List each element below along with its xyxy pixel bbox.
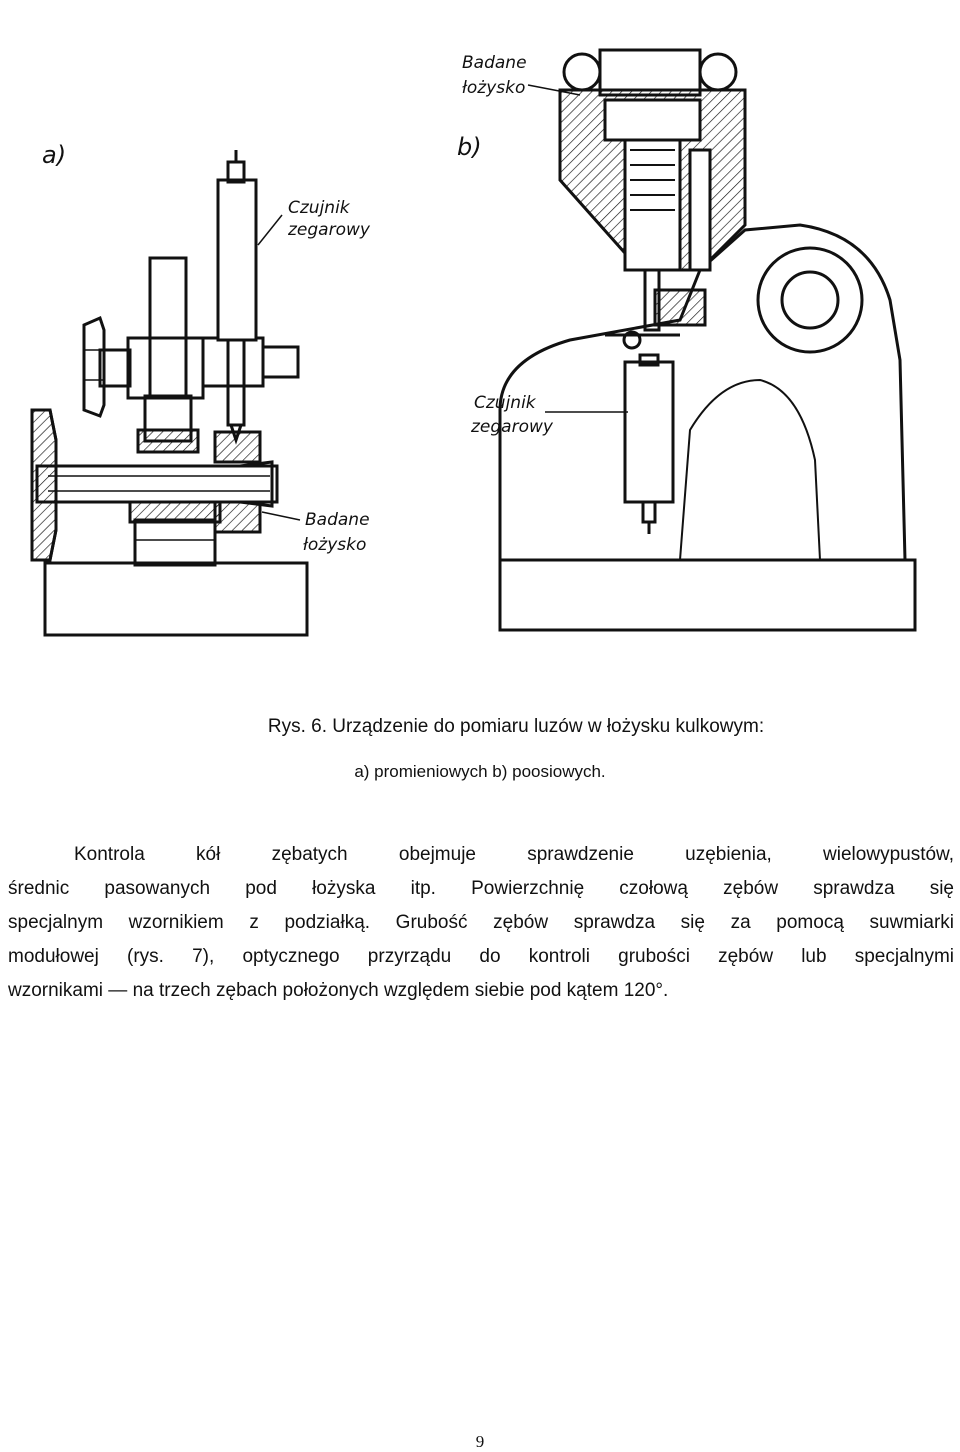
figure-caption-title: Rys. 6. Urządzenie do pomiaru luzów w łożysku kulkowym:	[267, 716, 765, 737]
drawing-a-radial-device	[32, 150, 307, 635]
label-a-bearing-line1: Badane	[305, 510, 370, 530]
paragraph-line-4: modułowej (rys. 7), optycznego przyrządu do kontroli grubości zębów lub specjalnymi	[8, 946, 954, 967]
paragraph-line-3: specjalnym wzornikiem z podziałką. Grubość zębów sprawdza się za pomocą suwmiarki	[8, 912, 954, 933]
figure-bearing-clearance-devices	[0, 0, 960, 660]
label-b-bearing-line1: Badane	[462, 53, 527, 73]
body-paragraph	[8, 838, 954, 1008]
label-panel-b: b)	[457, 133, 482, 161]
label-a-gauge-line1: Czujnik	[288, 198, 350, 218]
label-a-gauge-line2: zegarowy	[288, 220, 370, 240]
figure-caption-subtitle: a) promieniowych b) poosiowych.	[354, 762, 606, 781]
paragraph-line-5: wzornikami — na trzech zębach położonych względem siebie pod kątem 120°.	[8, 980, 669, 1001]
drawing-b-axial-device	[500, 50, 915, 630]
paragraph-line-2: średnic pasowanych pod łożyska itp. Powierzchnię czołową zębów sprawdza się	[8, 878, 954, 899]
paragraph-line-1: Kontrola kół zębatych obejmuje sprawdzenie uzębienia, wielowypustów,	[74, 844, 954, 865]
label-b-gauge-line2: zegarowy	[471, 417, 553, 437]
label-panel-a: a)	[42, 141, 67, 169]
label-b-bearing-line2: łożysko	[462, 78, 526, 98]
page-number: 9	[475, 1432, 485, 1451]
label-b-gauge-line1: Czujnik	[474, 393, 536, 413]
label-a-bearing-line2: łożysko	[303, 535, 367, 555]
